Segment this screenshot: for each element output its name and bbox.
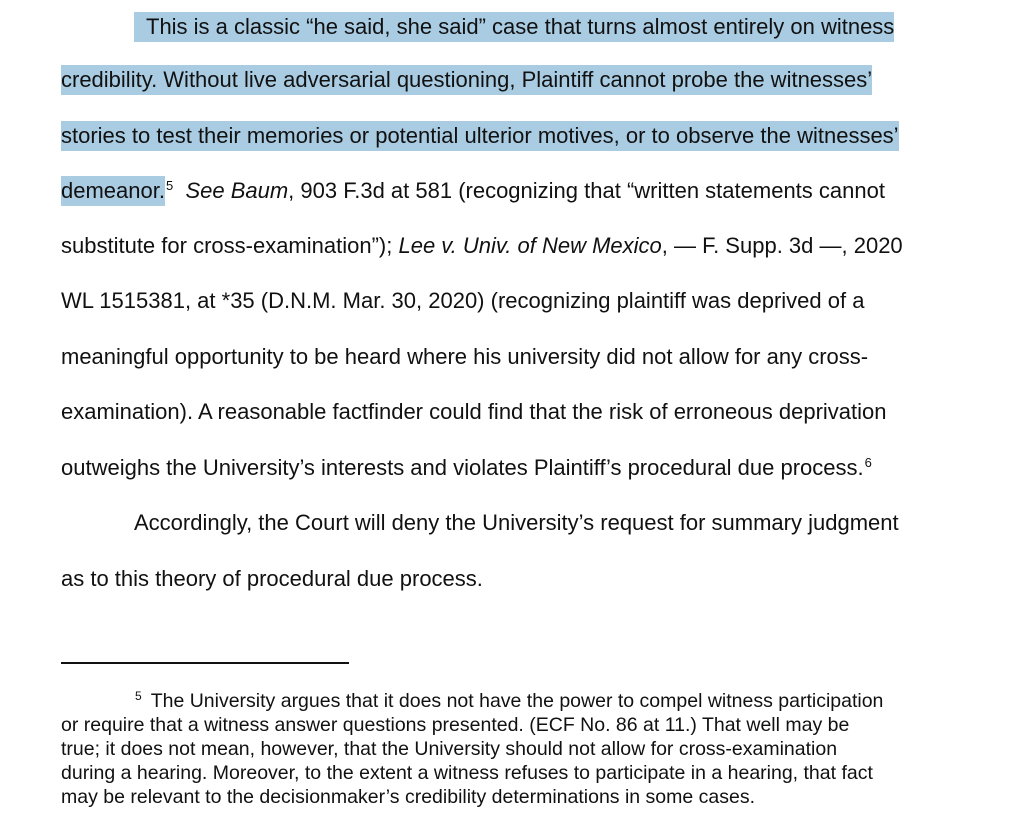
citation-text: , 903 F.3d at 581 (recognizing that “written statements cannot — [288, 178, 885, 203]
line-text: WL 1515381, at *35 (D.N.M. Mar. 30, 2020) (recognizing plaintiff was deprived of a — [61, 288, 865, 313]
line-text: , — F. Supp. 3d —, 2020 — [661, 233, 903, 258]
line-text: as to this theory of procedural due process. — [61, 566, 483, 591]
footnote-text: during a hearing. Moreover, to the extent a witness refuses to participate in a hearing, that fact — [61, 762, 873, 784]
footnote-separator — [61, 662, 349, 664]
footnote-text: The University argues that it does not have the power to compel witness participation — [150, 690, 884, 712]
highlighted-text[interactable]: credibility. Without live adversarial questioning, Plaintiff cannot probe the witnesses’ — [61, 65, 872, 95]
line-text: meaningful opportunity to be heard where his university did not allow for any cross- — [61, 344, 869, 369]
para2-line-1 — [134, 509, 899, 537]
footnote-line-3 — [61, 738, 837, 760]
highlighted-text[interactable]: stories to test their memories or potential ulterior motives, or to observe the witnesses’ — [61, 121, 899, 151]
para1-line-8 — [61, 398, 887, 426]
line-text: substitute for cross-examination”); — [61, 233, 399, 258]
footnote-number: 5 — [135, 689, 142, 703]
footnote-text: or require that a witness answer questions presented. (ECF No. 86 at 11.) That well may be — [61, 714, 850, 736]
line-text: Accordingly, the Court will deny the University’s request for summary judgment — [134, 510, 899, 535]
line-text: examination). A reasonable factfinder could find that the risk of erroneous deprivation — [61, 399, 887, 424]
highlighted-text[interactable] — [134, 12, 894, 42]
para1-line-3[interactable] — [61, 122, 899, 150]
para1-line-4 — [61, 177, 885, 205]
footnote-text: true; it does not mean, however, that the University should not allow for cross-examination — [61, 738, 838, 760]
footnote-ref-6[interactable]: 6 — [864, 455, 872, 470]
para2-line-2 — [61, 565, 483, 593]
footnote-text: may be relevant to the decisionmaker’s credibility determinations in some cases. — [61, 786, 756, 808]
line-text: outweighs the University’s interests and violates Plaintiff’s procedural due process. — [61, 455, 864, 480]
footnote-line-2 — [61, 714, 849, 736]
para1-line-1[interactable] — [134, 10, 894, 42]
para1-line-1-text: This is a classic “he said, she said” case that turns almost entirely on witness — [146, 14, 895, 39]
para1-line-2[interactable] — [61, 66, 872, 94]
para1-line-7 — [61, 343, 868, 371]
citation-case-name: See Baum — [185, 178, 289, 203]
footnote-line-1 — [134, 690, 883, 712]
footnote-ref-5[interactable]: 5 — [165, 178, 174, 193]
footnote-line-5 — [61, 786, 755, 808]
highlighted-text[interactable]: demeanor. — [61, 176, 165, 206]
footnote-line-4 — [61, 762, 873, 784]
para1-line-5 — [61, 232, 903, 260]
para1-line-9 — [61, 454, 872, 482]
para1-line-6 — [61, 287, 864, 315]
citation-case-name: Lee v. Univ. of New Mexico — [398, 233, 662, 258]
